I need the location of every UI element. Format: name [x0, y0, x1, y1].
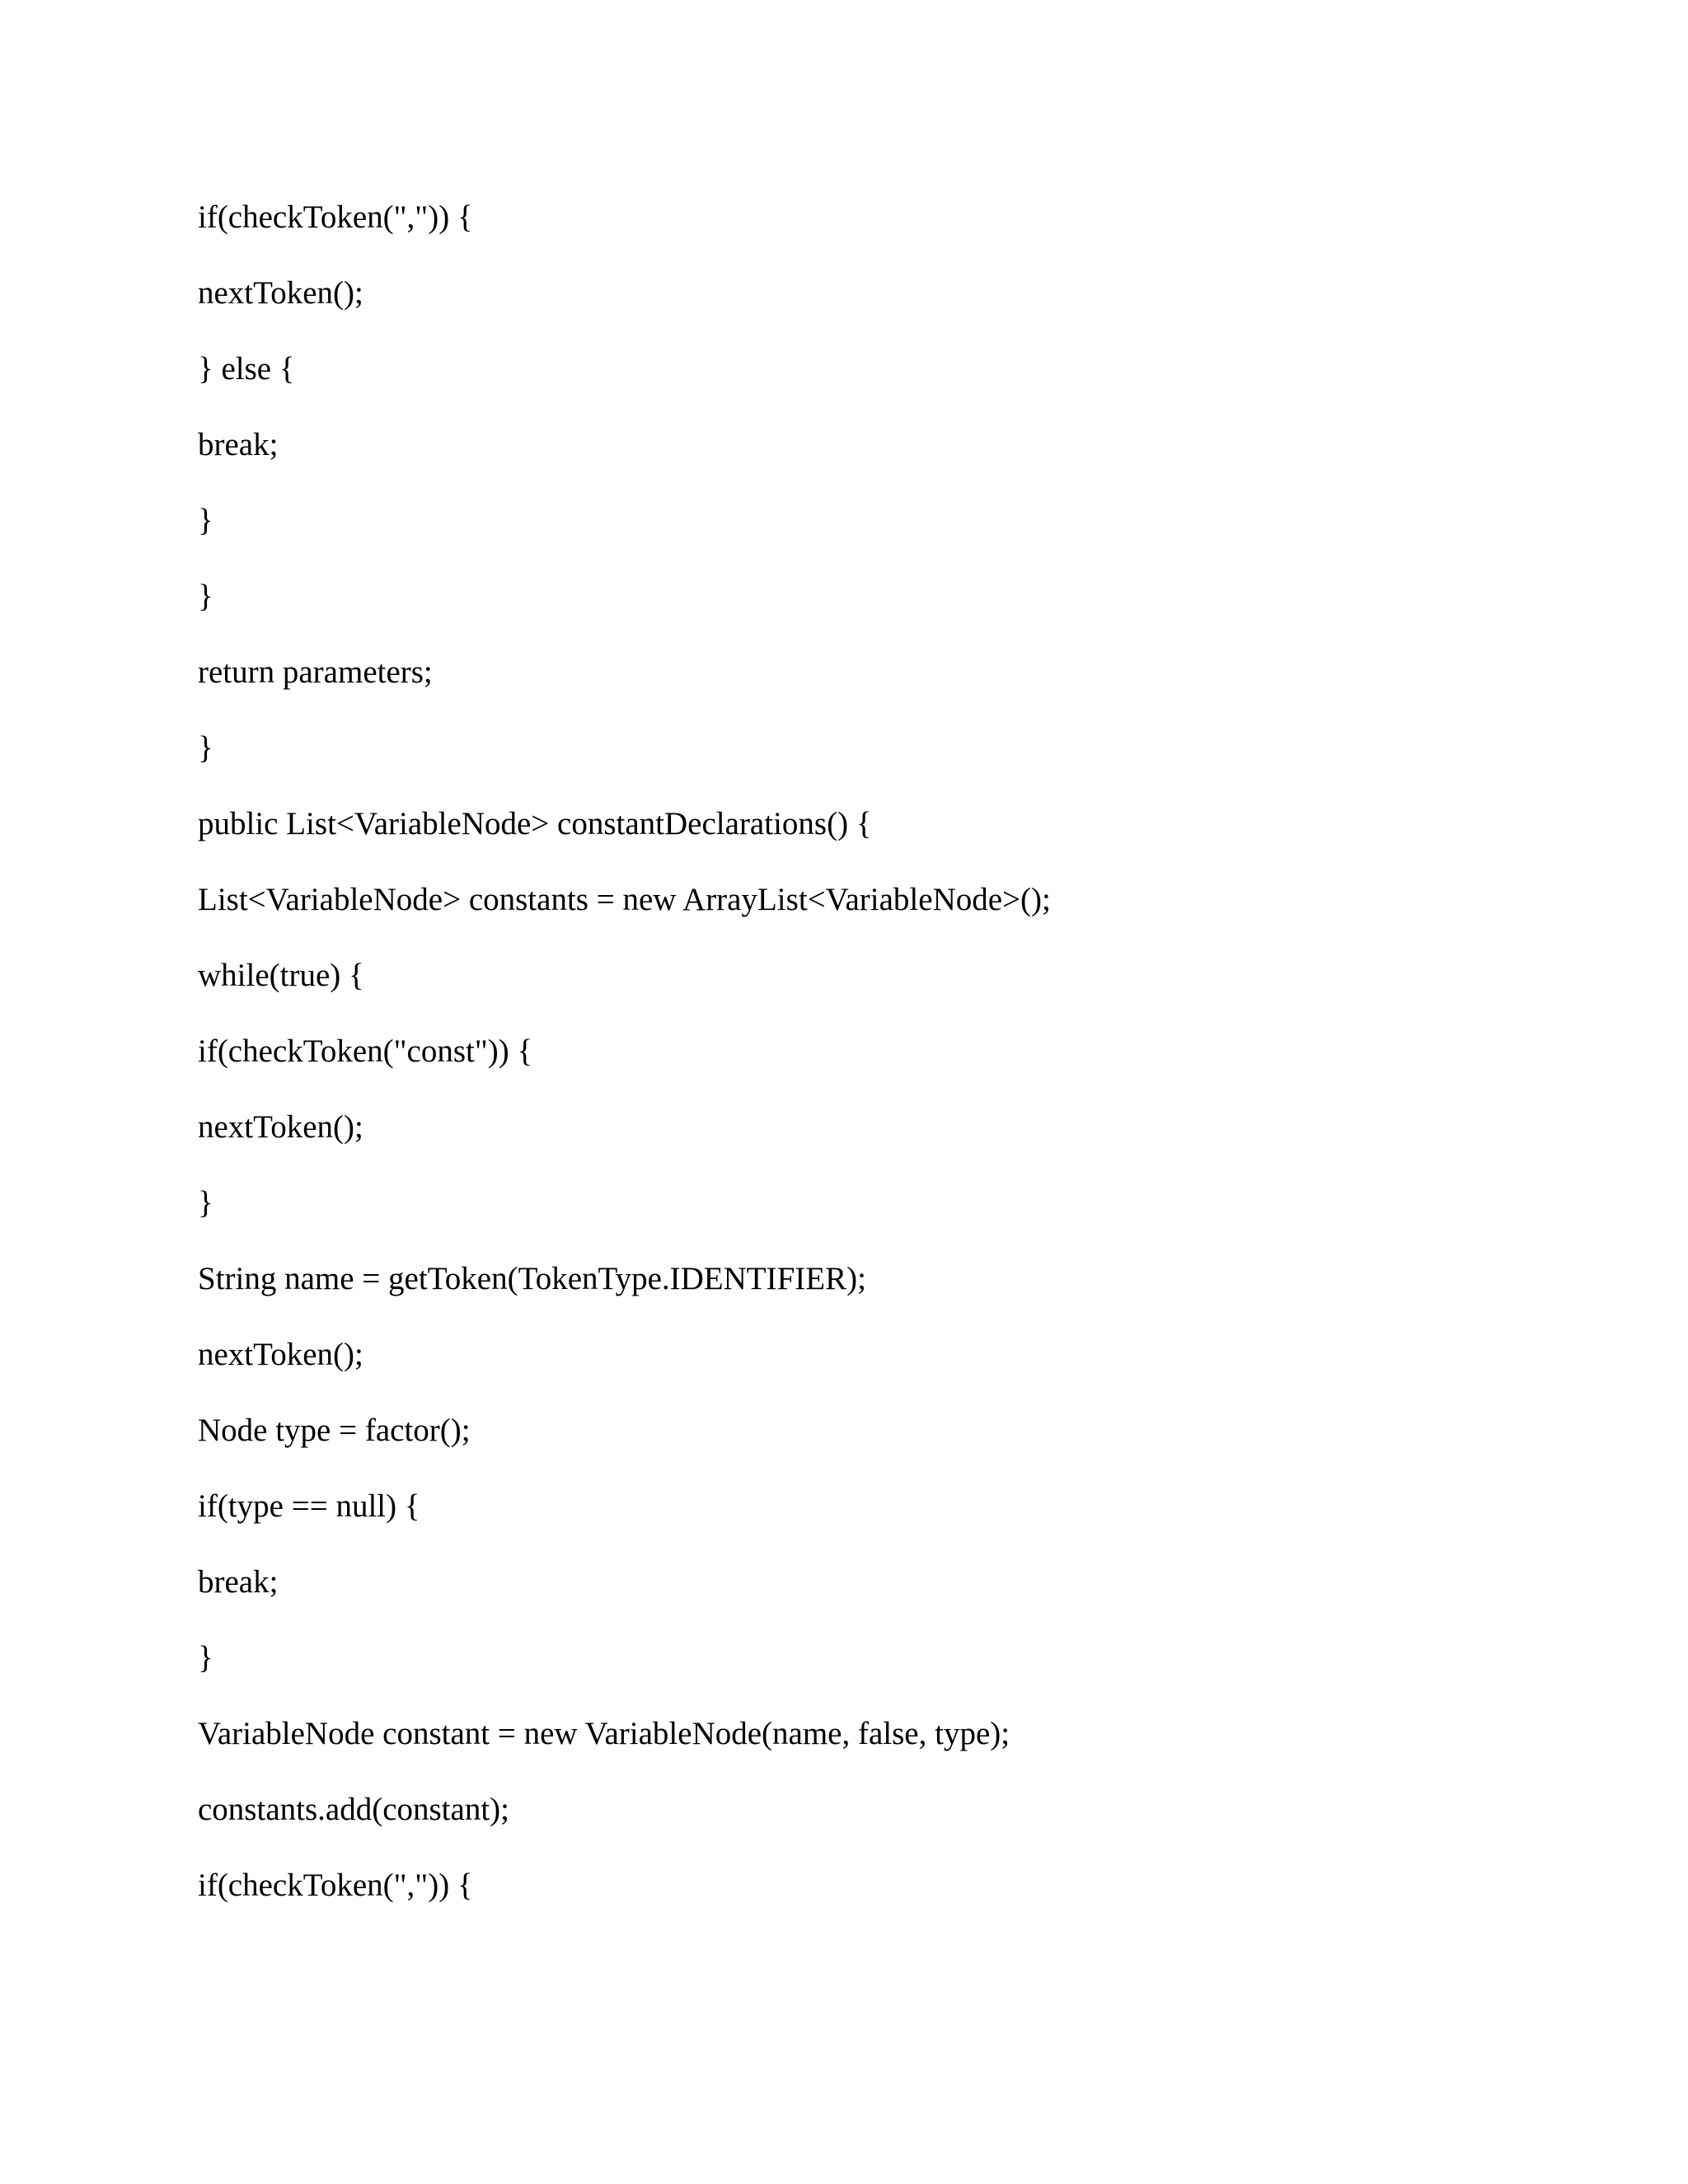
code-line: break; — [198, 1564, 279, 1600]
code-line: } — [198, 503, 213, 538]
code-line: String name = getToken(TokenType.IDENTIFIER); — [198, 1261, 866, 1296]
code-line: nextToken(); — [198, 1337, 363, 1372]
code-line: public List<VariableNode> constantDeclarations() { — [198, 806, 872, 841]
code-line: } — [198, 1640, 213, 1675]
code-line: constants.add(constant); — [198, 1792, 509, 1827]
code-line: break; — [198, 427, 279, 462]
code-listing — [198, 198, 1051, 1942]
code-line: if(checkToken(",")) { — [198, 199, 473, 235]
code-line: } — [198, 730, 213, 766]
code-line: nextToken(); — [198, 275, 363, 311]
code-line: List<VariableNode> constants = new ArrayList<VariableNode>(); — [198, 882, 1051, 917]
code-line: } — [198, 1185, 213, 1221]
code-line: nextToken(); — [198, 1109, 363, 1145]
code-line: return parameters; — [198, 654, 433, 690]
code-line: VariableNode constant = new VariableNode(name, false, type); — [198, 1716, 1010, 1751]
code-line: if(checkToken(",")) { — [198, 1868, 473, 1903]
code-line: } — [198, 579, 213, 614]
code-line: if(checkToken("const")) { — [198, 1033, 533, 1069]
code-line: while(true) { — [198, 958, 364, 993]
code-line: if(type == null) { — [198, 1488, 420, 1524]
code-line: Node type = factor(); — [198, 1413, 471, 1448]
code-line: } else { — [198, 351, 295, 387]
